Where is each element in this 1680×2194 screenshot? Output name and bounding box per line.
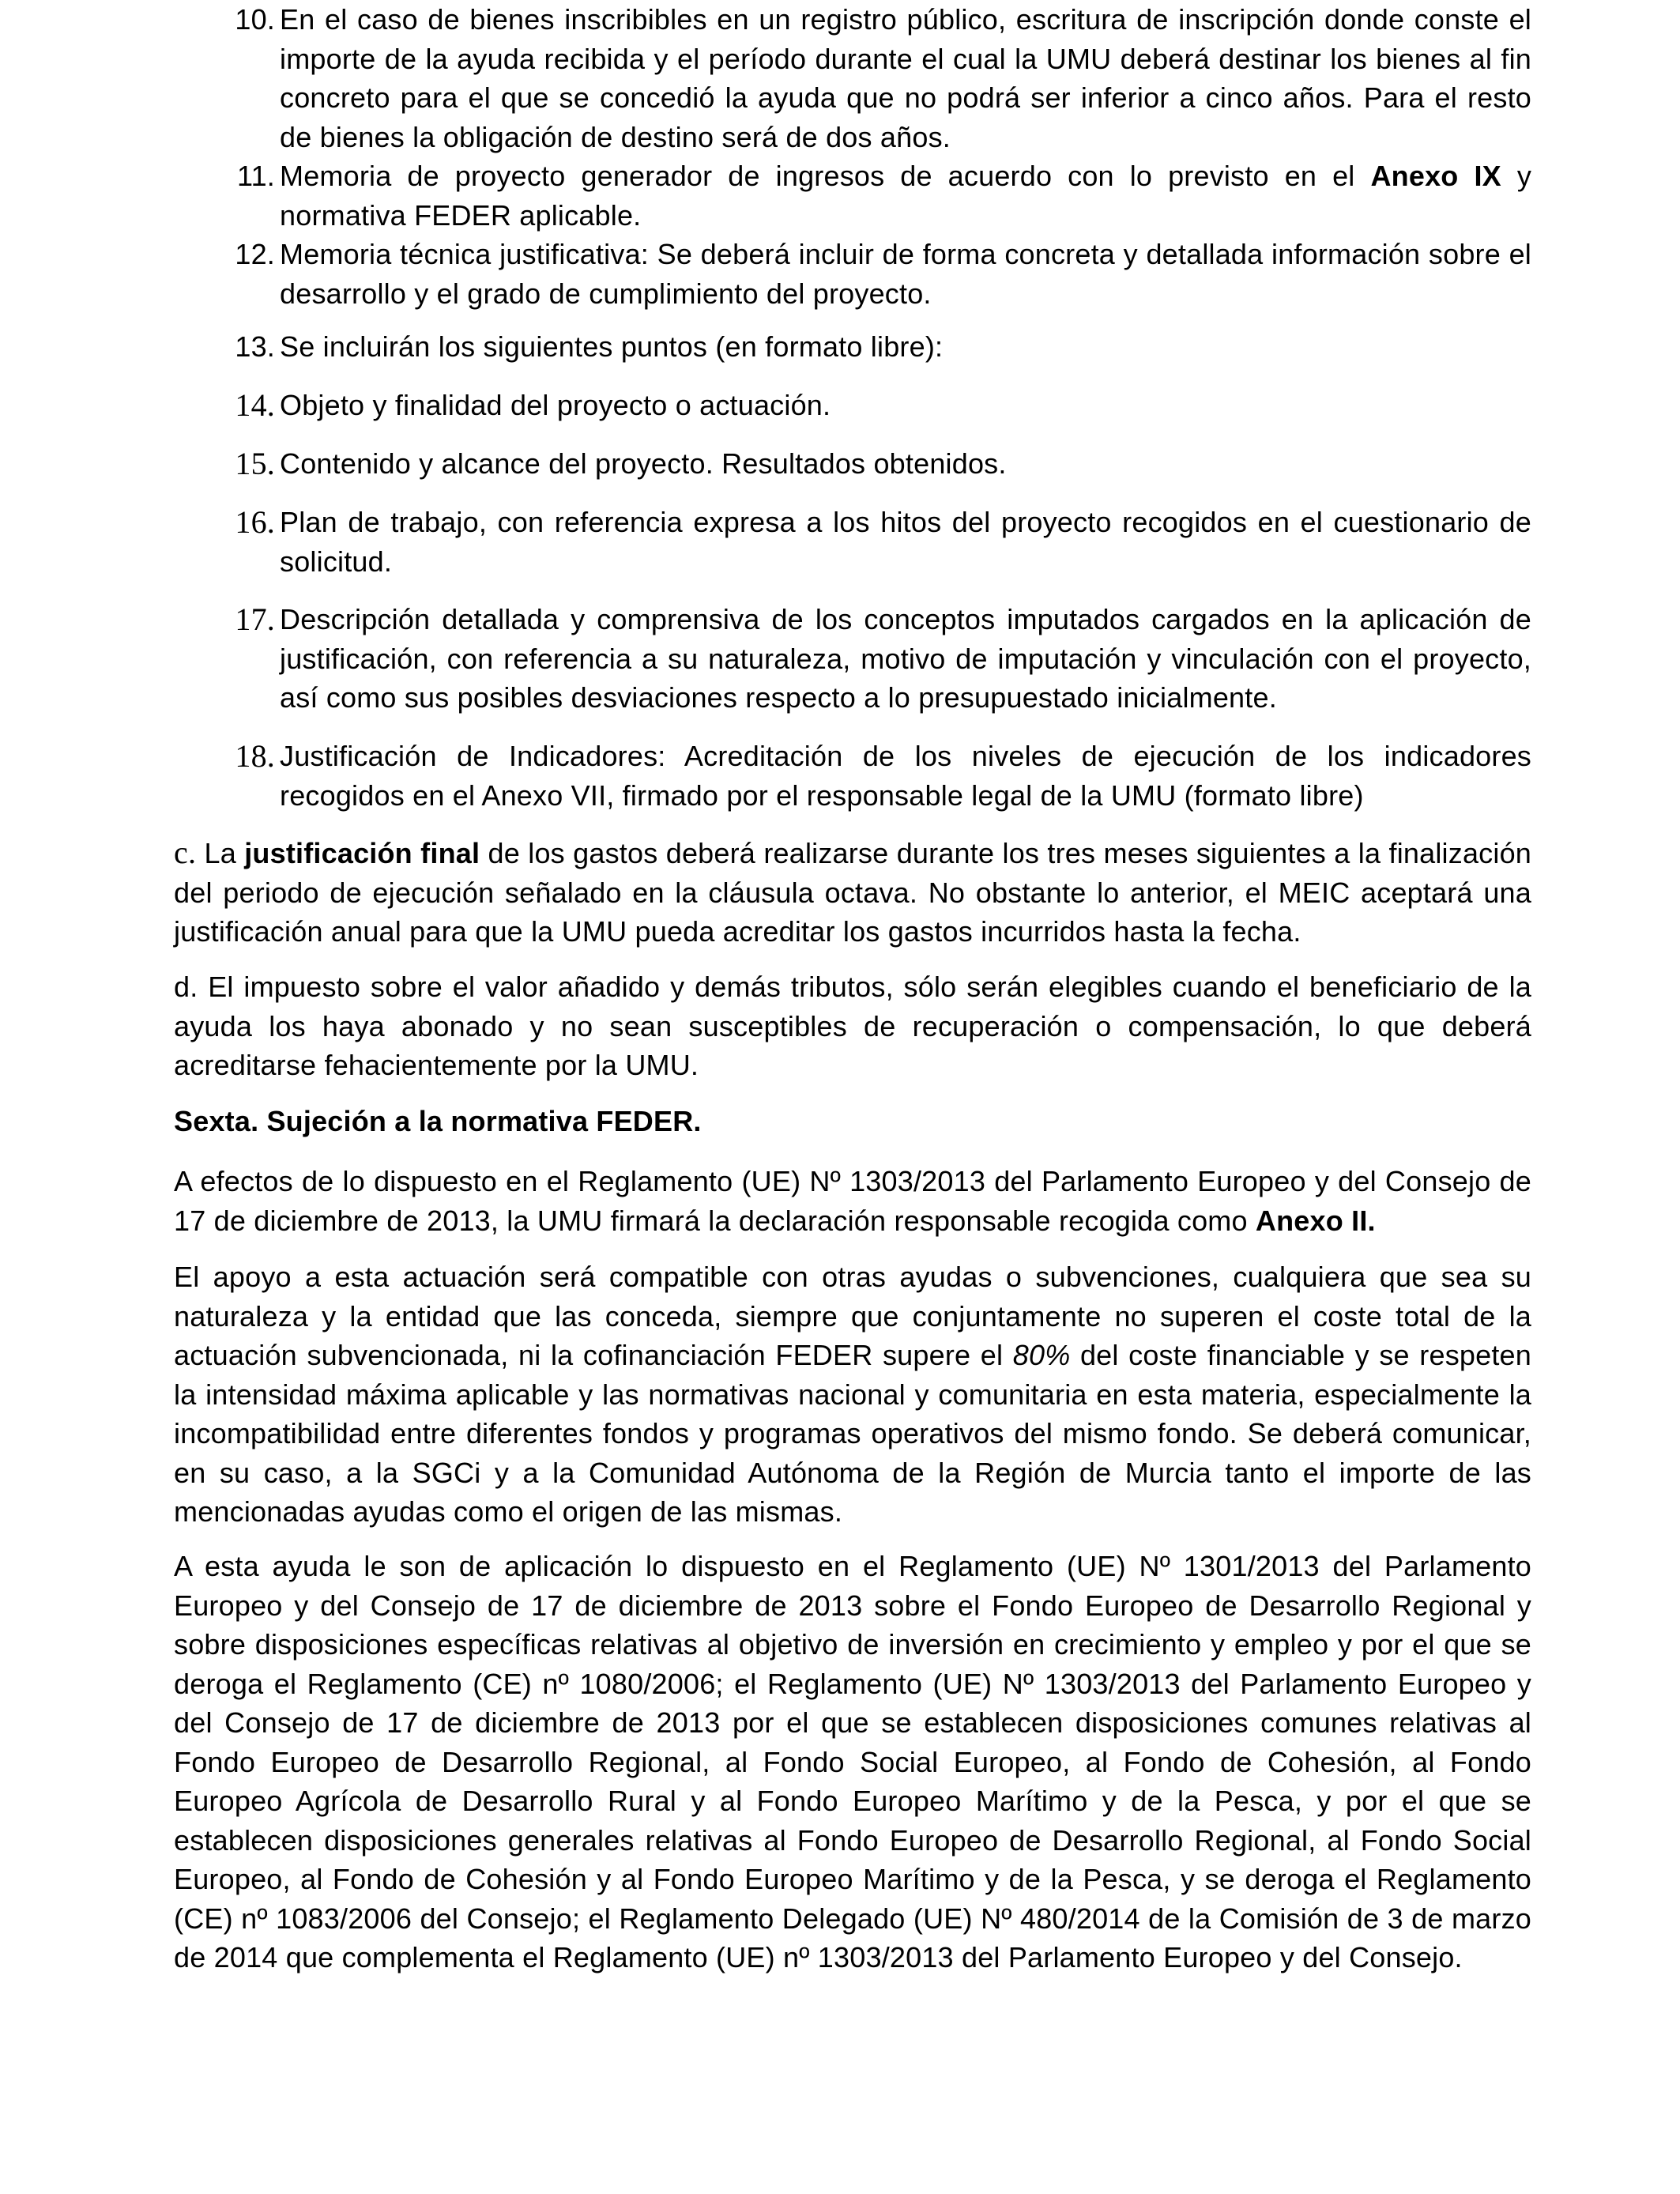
list-item-number: 13.	[235, 330, 275, 363]
list-item-number: 15.	[235, 446, 275, 481]
paragraph: A esta ayuda le son de aplicación lo dispuesto en el Reglamento (UE) Nº 1301/2013 del Parlamento Europeo y del Consejo de 17 de diciembre de 2013 sobre el Fondo Europeo de Desarrollo Regional y sobre disposiciones específicas relativas al objetivo de inversión en crecimiento y empleo y por el que se deroga el Reglamento (CE) nº 1080/2006; el Reglamento (UE) Nº 1303/2013 del Parlamento Europeo y del Consejo de 17 de diciembre de 2013 por el que se establecen disposiciones comunes relativas al Fondo Europeo de Desarrollo Regional, al Fondo Social Europeo, al Fondo de Cohesión, al Fondo Europeo Agrícola de Desarrollo Rural y al Fondo Europeo Marítimo y de la Pesca, y por el que se establecen disposiciones generales relativas al Fondo Europeo de Desarrollo Regional, al Fondo Social Europeo, al Fondo de Cohesión y al Fondo Europeo Marítimo y de la Pesca, y se deroga el Reglamento (CE) nº 1083/2006 del Consejo; el Reglamento Delegado (UE) Nº 480/2014 de la Comisión de 3 de marzo de 2014 que complementa el Reglamento (UE) nº 1303/2013 del Parlamento Europeo y del Consejo.	[174, 1550, 1531, 1973]
paragraph-letter: c.	[174, 835, 197, 870]
list-item-text: Se incluirán los siguientes puntos (en formato libre):	[280, 330, 944, 363]
list-item-text: Contenido y alcance del proyecto. Resultados obtenidos.	[280, 447, 1007, 480]
list-item-text: Memoria de proyecto generador de ingresos de acuerdo con lo previsto en el Anexo IX y normativa FEDER aplicable.	[280, 160, 1532, 232]
list-item-text: Memoria técnica justificativa: Se deberá incluir de forma concreta y detallada información sobre el desarrollo y el grado de cumplimiento del proyecto.	[280, 238, 1531, 310]
list-item-text: Objeto y finalidad del proyecto o actuación.	[280, 389, 831, 421]
bold-phrase: justificación final	[244, 837, 480, 869]
section-heading: Sexta. Sujeción a la normativa FEDER.	[174, 1105, 702, 1137]
paragraph: El apoyo a esta actuación será compatible con otras ayudas o subvenciones, cualquiera que sea su naturaleza y la entidad que las conceda, siempre que conjuntamente no superen el coste total de la actuación subvencionada, ni la cofinanciación FEDER supere el 80% del coste financiable y se respeten la intensidad máxima aplicable y las normativas nacional y comunitaria en esta materia, especialmente la incompatibilidad entre diferentes fondos y programas operativos del mismo fondo. Se deberá comunicar, en su caso, a la SGCi y a la Comunidad Autónoma de la Región de Murcia tanto el importe de las mencionadas ayudas como el origen de las mismas.	[174, 1261, 1532, 1528]
list-item-number: 12.	[235, 238, 275, 270]
list-item-number: 17.	[235, 601, 275, 637]
list-item-number: 14.	[235, 387, 275, 423]
list-item-text: Descripción detallada y comprensiva de los conceptos imputados cargados en la aplicación de justificación, con referencia a su naturaleza, motivo de imputación y vinculación con el proyecto, así como sus posibles desviaciones respecto a lo presupuestado inicialmente.	[280, 603, 1531, 714]
list-item-number: 11.	[237, 160, 275, 192]
percentage: 80%	[1012, 1339, 1071, 1371]
list-item-number: 10.	[235, 3, 275, 36]
list-item-number: 18.	[235, 738, 275, 774]
annex-reference: Anexo II.	[1255, 1204, 1376, 1237]
list-item-text: Justificación de Indicadores: Acreditación de los niveles de ejecución de los indicadores recogidos en el Anexo VII, firmado por el responsable legal de la UMU (formato libre)	[280, 740, 1531, 812]
paragraph: A efectos de lo dispuesto en el Reglamento (UE) Nº 1303/2013 del Parlamento Europeo y del Consejo de 17 de diciembre de 2013, la UMU firmará la declaración responsable recogida como Anexo II.	[174, 1165, 1531, 1237]
list-item-text: En el caso de bienes inscribibles en un registro público, escritura de inscripción donde conste el importe de la ayuda recibida y el período durante el cual la UMU deberá destinar los bienes al fin concreto para el que se concedió la ayuda que no podrá ser inferior a cinco años. Para el resto de bienes la obligación de destino será de dos años.	[280, 3, 1531, 153]
list-item-text: Plan de trabajo, con referencia expresa a los hitos del proyecto recogidos en el cuestionario de solicitud.	[280, 506, 1531, 578]
paragraph-c: c. La justificación final de los gastos deberá realizarse durante los tres meses siguientes a la finalización del periodo de ejecución señalado en la cláusula octava. No obstante lo anterior, el MEIC aceptará una justificación anual para que la UMU pueda acreditar los gastos incurridos hasta la fecha.	[174, 835, 1532, 948]
list-item-number: 16.	[235, 504, 275, 540]
annex-reference: Anexo IX	[1370, 160, 1501, 192]
paragraph-d: d. El impuesto sobre el valor añadido y demás tributos, sólo serán elegibles cuando el beneficiario de la ayuda los haya abonado y no sean susceptibles de recuperación o compensación, lo que deberá acreditarse fehacientemente por la UMU.	[174, 971, 1531, 1081]
